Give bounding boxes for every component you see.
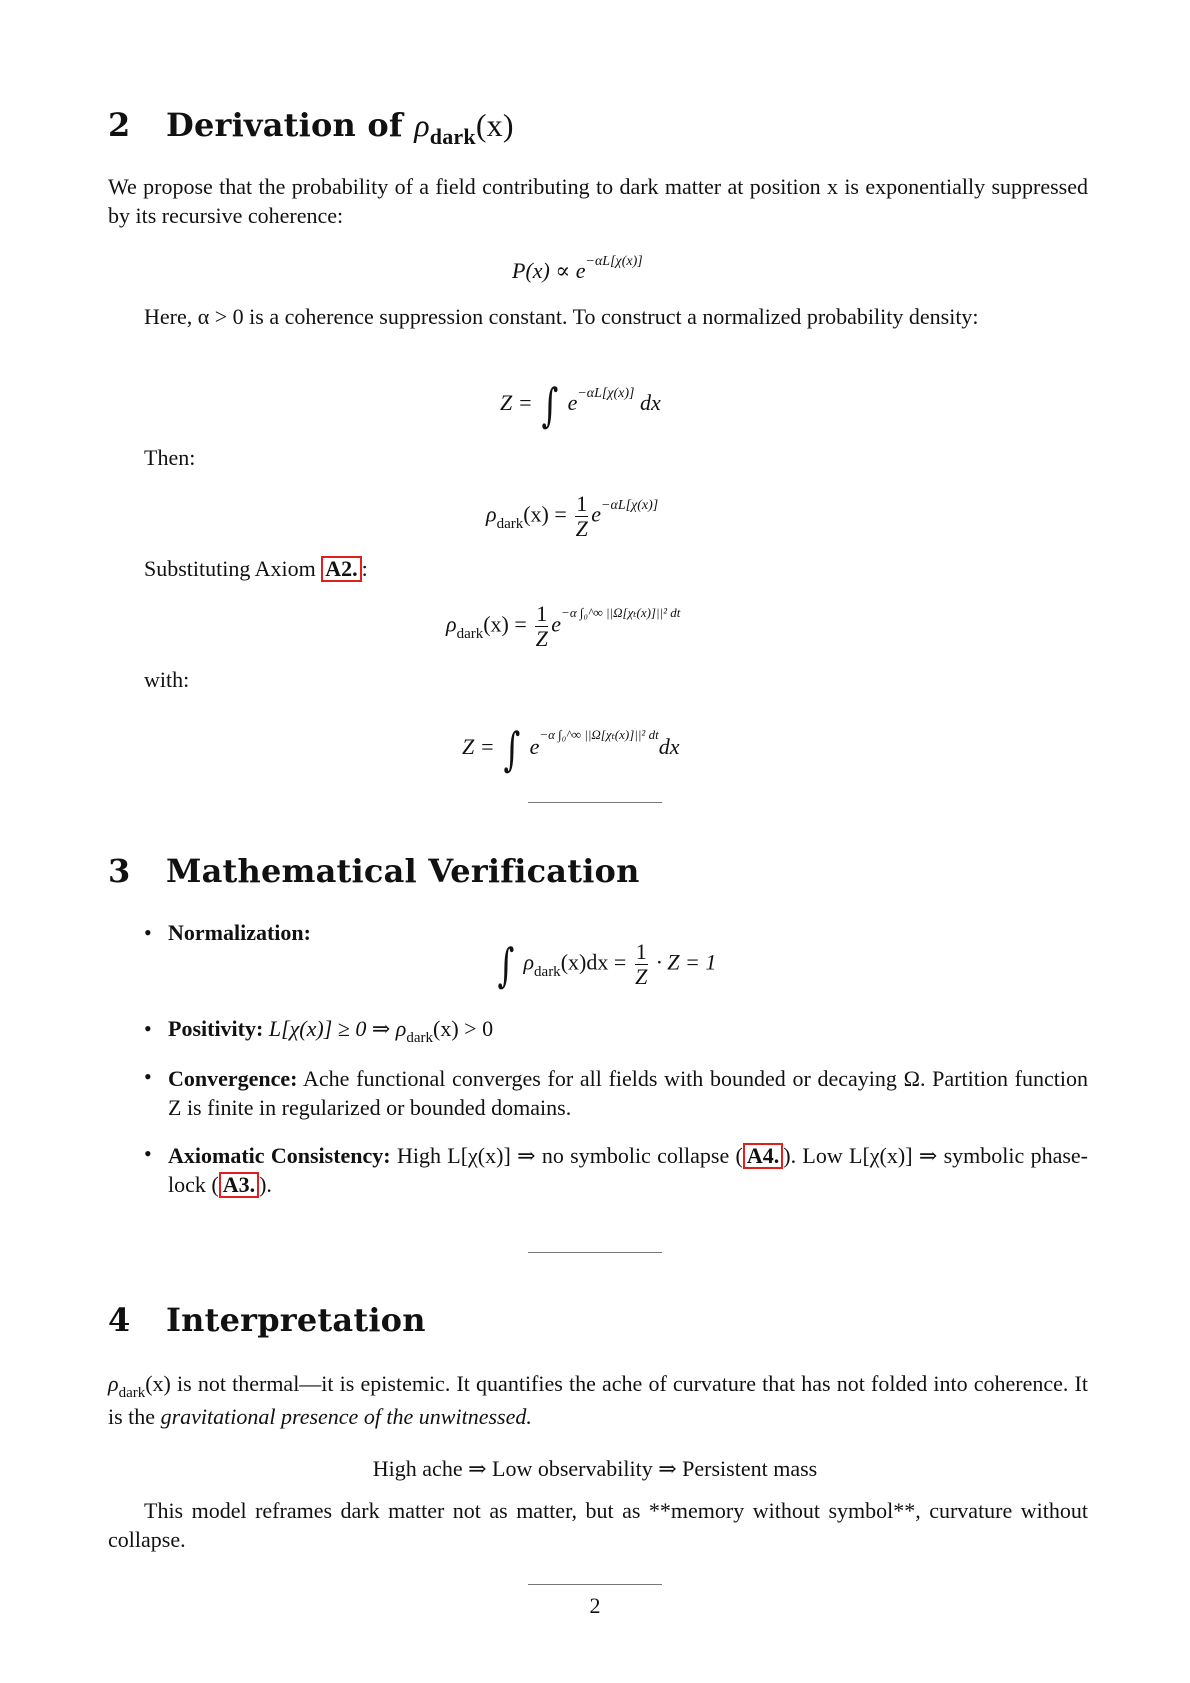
exponent: −αL[χ(x)]: [601, 497, 659, 513]
differential: dx: [640, 390, 661, 416]
interpretation-text: (x) is not thermal—it is epistemic. It quantifies the ache of curvature that has not folded into coherence. It is the: [108, 1371, 1088, 1429]
axiom-a2-link[interactable]: A2.: [321, 556, 361, 582]
fraction: [535, 602, 548, 651]
equation-lhs: Z =: [500, 390, 533, 416]
denominator: Z: [535, 626, 548, 651]
section-title: Mathematical Verification: [166, 852, 640, 890]
subscript: dark: [496, 515, 524, 532]
exponent: −α ∫₀^∞ ||Ω[χₜ(x)]||² dt: [539, 727, 659, 743]
convergence-label: Convergence:: [168, 1066, 298, 1091]
with-label: with:: [144, 667, 190, 692]
positivity-label: Positivity:: [168, 1016, 264, 1041]
denominator: Z: [575, 516, 588, 541]
differential: dx: [658, 734, 680, 760]
exponential-base: e: [551, 611, 562, 637]
integral-symbol: ∫: [541, 378, 559, 432]
rho-symbol: ρ: [446, 611, 457, 637]
subscript: dark: [534, 963, 561, 980]
section-number: 4: [108, 1301, 131, 1339]
axiomatic-label: Axiomatic Consistency:: [168, 1143, 391, 1168]
reframes-paragraph: This model reframes dark matter not as matter, but as **memory without symbol**, curvature without collapse.: [108, 1498, 1088, 1552]
derivation-intro: We propose that the probability of a field contributing to dark matter at position x is exponentially suppressed by its recursive coherence:: [108, 174, 1088, 228]
ache-implication: High ache ⇒ Low observability ⇒ Persistent mass: [372, 1456, 818, 1481]
numerator: 1: [635, 939, 647, 964]
rho-symbol: ρ: [486, 501, 497, 527]
rho-symbol: ρ: [523, 949, 535, 975]
integral-symbol: ∫: [503, 722, 521, 776]
interpretation-emphasis: gravitational presence of the unwitnessed.: [160, 1404, 532, 1429]
section-number: 3: [108, 852, 131, 890]
convergence-item: [168, 1064, 1088, 1122]
equation-normalization: [494, 937, 717, 992]
axiomatic-text: ). Low L[χ(x)] ⇒ symbolic phase-lock (: [168, 1143, 1088, 1197]
rho-symbol: ρ: [108, 1371, 119, 1396]
section-title: Interpretation: [166, 1301, 426, 1339]
page-number: 2: [589, 1593, 601, 1618]
exponent: −αL[χ(x)]: [585, 254, 643, 269]
equation-density-substituted: [446, 602, 680, 651]
section-2-heading: [108, 106, 514, 149]
bullet-dot: •: [144, 1141, 152, 1166]
subscript: dark: [456, 625, 484, 642]
exponent: −α ∫₀^∞ ||Ω[χₜ(x)]||² dt: [561, 604, 681, 620]
fraction: [635, 940, 648, 989]
equation-partition-substituted: [462, 722, 680, 776]
equation-lhs: Z =: [462, 734, 495, 760]
exponential-base: e: [567, 390, 578, 416]
argument: (x) =: [483, 611, 527, 637]
subscript: dark: [118, 1385, 146, 1401]
section-title: Derivation of: [166, 106, 403, 144]
here-paragraph: Here, α > 0 is a coherence suppression constant. To construct a normalized probability density:: [144, 304, 979, 329]
section-3-heading: [108, 852, 640, 890]
then-label: Then:: [144, 445, 196, 470]
axiomatic-text: ).: [259, 1172, 272, 1197]
section-number: 2: [108, 106, 131, 144]
equation-density: [486, 492, 658, 541]
numerator: 1: [576, 491, 588, 516]
equation-proportional: [512, 254, 643, 284]
axiomatic-text: High L[χ(x)] ⇒ no symbolic collapse (: [396, 1143, 743, 1168]
title-argument: (x): [475, 107, 514, 143]
substituting-text: Substituting Axiom: [144, 556, 316, 581]
rho-symbol: ρ: [414, 107, 430, 143]
bullet-dot: •: [144, 920, 152, 945]
numerator: 1: [536, 601, 548, 626]
positivity-item: [168, 1016, 494, 1046]
positivity-formula-end: (x) > 0: [433, 1016, 494, 1041]
axiom-a4-link[interactable]: A4.: [743, 1143, 783, 1169]
subscript: dark: [406, 1030, 434, 1046]
convergence-text: Ache functional converges for all fields with bounded or decaying Ω. Partition function Z is finite in regularized or bounded domains.: [168, 1066, 1088, 1120]
axiomatic-item: [168, 1141, 1088, 1199]
argument: (x) =: [523, 501, 567, 527]
exponential-base: e: [591, 501, 602, 527]
fraction: [575, 492, 588, 541]
denominator: Z: [635, 964, 648, 989]
exponent: −αL[χ(x)]: [577, 386, 635, 402]
normalization-label: Normalization:: [168, 920, 311, 945]
exponential-base: e: [529, 734, 540, 760]
argument: (x)dx =: [560, 949, 627, 975]
divider: [528, 1252, 662, 1253]
section-4-heading: [108, 1301, 426, 1339]
equation-lhs: P(x) ∝ e: [512, 258, 586, 283]
equation-tail: · Z = 1: [656, 949, 717, 975]
divider: [528, 802, 662, 803]
axiom-a3-link[interactable]: A3.: [219, 1172, 259, 1198]
positivity-formula: L[χ(x)] ≥ 0 ⇒ ρ: [268, 1016, 407, 1041]
subscript: dark: [429, 124, 476, 149]
interpretation-paragraph: [108, 1369, 1088, 1431]
bullet-dot: •: [144, 1016, 152, 1041]
integral-symbol: ∫: [497, 937, 515, 992]
substituting-line: [144, 556, 368, 582]
equation-partition: [500, 378, 661, 432]
bullet-dot: •: [144, 1064, 152, 1089]
footer-divider: [528, 1584, 662, 1585]
colon: :: [361, 556, 368, 581]
